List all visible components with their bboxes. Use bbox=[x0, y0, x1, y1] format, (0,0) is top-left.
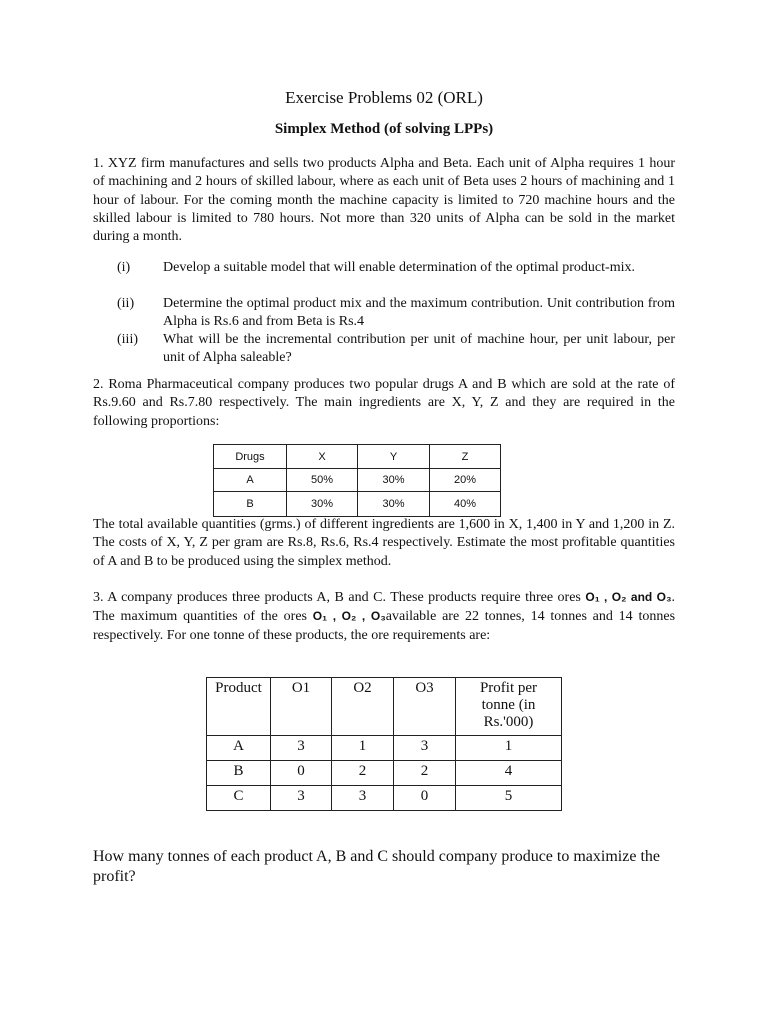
question-3-part-1: 3. A company produces three products A, B and C. These products require three ores bbox=[93, 590, 581, 605]
page-subtitle: Simplex Method (of solving LPPs) bbox=[274, 121, 494, 137]
question-2-followup: The total available quantities (grms.) of different ingredients are 1,600 in X, 1,400 in Y and 1,200 in Z. The costs of X, Y, Z per gram are Rs.8, Rs.6, Rs.4 respectively. Estimate the most profitable quantities of A and B to be produced using the simplex method. bbox=[93, 517, 675, 569]
table-row bbox=[207, 736, 562, 761]
question-1-item-1 bbox=[93, 259, 675, 296]
question-1-item-2 bbox=[93, 295, 675, 332]
table-cell: 2 bbox=[332, 761, 394, 786]
page-title: Exercise Problems 02 (ORL) bbox=[285, 88, 483, 107]
list-number: (i) bbox=[117, 260, 131, 275]
table-cell: 5 bbox=[456, 786, 562, 811]
ore-requirements-table bbox=[206, 677, 562, 811]
table-cell: C bbox=[207, 786, 271, 811]
table-header-cell: X bbox=[287, 445, 358, 469]
list-number: (iii) bbox=[117, 332, 138, 347]
question-1-text: 1. XYZ firm manufactures and sells two products Alpha and Beta. Each unit of Alpha requires 1 hour of machining and 2 hours of skilled labour, where as each unit of Beta uses 2 hours of machining and 1 hour of labour. For the coming month the machine capacity is limited to 720 machine hours and the skilled labour is limited to 780 hours. Not more than 320 units of Alpha can be sold in the market during a month. bbox=[93, 156, 675, 245]
ores-symbols: O₁ , O₂ , O₃ bbox=[312, 609, 386, 624]
table-header-row bbox=[214, 445, 501, 469]
table-cell: 50% bbox=[287, 469, 358, 492]
table-cell: B bbox=[207, 761, 271, 786]
table-cell: 0 bbox=[394, 786, 456, 811]
table-cell: A bbox=[207, 736, 271, 761]
table-cell: 0 bbox=[271, 761, 332, 786]
table-header-cell: Profit per tonne (in Rs.'000) bbox=[456, 678, 562, 736]
ores-symbols: O₁ , O₂ bbox=[585, 590, 627, 604]
question-3-part-2: . The maximum quantities of the ores bbox=[93, 590, 675, 625]
table-cell: 1 bbox=[456, 736, 562, 761]
question-1-item-3 bbox=[93, 331, 675, 368]
table-cell: 3 bbox=[271, 736, 332, 761]
table-cell: 3 bbox=[394, 736, 456, 761]
table-cell: B bbox=[214, 492, 287, 517]
ore-o3-symbol: and O₃ bbox=[630, 590, 672, 604]
table-cell: 30% bbox=[287, 492, 358, 517]
drugs-table bbox=[213, 444, 501, 517]
table-header-cell: O1 bbox=[271, 678, 332, 736]
table-header-cell: Drugs bbox=[214, 445, 287, 469]
list-text: Determine the optimal product mix and the maximum contribution. Unit contribution from Alpha is Rs.6 and from Beta is Rs.4 bbox=[163, 296, 675, 330]
table-cell: 30% bbox=[358, 492, 430, 517]
table-cell: 1 bbox=[332, 736, 394, 761]
table-cell: A bbox=[214, 469, 287, 492]
question-3-text bbox=[93, 588, 675, 645]
question-3-part-3: available are 22 tonnes, 14 tonnes and 14 tonnes respectively. For one tonne of these products, the ore requirements are: bbox=[93, 609, 676, 643]
table-header-row bbox=[207, 678, 562, 736]
table-cell: 2 bbox=[394, 761, 456, 786]
list-text: What will be the incremental contribution per unit of machine hour, per unit labour, per unit of Alpha saleable? bbox=[163, 332, 675, 366]
table-header-cell: O2 bbox=[332, 678, 394, 736]
table-row bbox=[207, 786, 562, 811]
table-header-cell: Product bbox=[207, 678, 271, 736]
table-row bbox=[207, 761, 562, 786]
table-cell: 3 bbox=[332, 786, 394, 811]
table-header-cell: Y bbox=[358, 445, 430, 469]
question-2-text: 2. Roma Pharmaceutical company produces two popular drugs A and B which are sold at the rate of Rs.9.60 and Rs.7.80 respectively. The main ingredients are X, Y, Z and they are required in the following proportions: bbox=[93, 377, 675, 429]
table-cell: 20% bbox=[430, 469, 501, 492]
table-header-cell: O3 bbox=[394, 678, 456, 736]
table-row bbox=[214, 492, 501, 517]
question-3-prompt: How many tonnes of each product A, B and C should company produce to maximize the profit? bbox=[93, 848, 660, 885]
table-row bbox=[214, 469, 501, 492]
list-number: (ii) bbox=[117, 296, 135, 311]
table-header-cell: Z bbox=[430, 445, 501, 469]
table-cell: 30% bbox=[358, 469, 430, 492]
list-text: Develop a suitable model that will enable determination of the optimal product-mix. bbox=[163, 260, 635, 275]
table-cell: 4 bbox=[456, 761, 562, 786]
table-cell: 40% bbox=[430, 492, 501, 517]
table-cell: 3 bbox=[271, 786, 332, 811]
